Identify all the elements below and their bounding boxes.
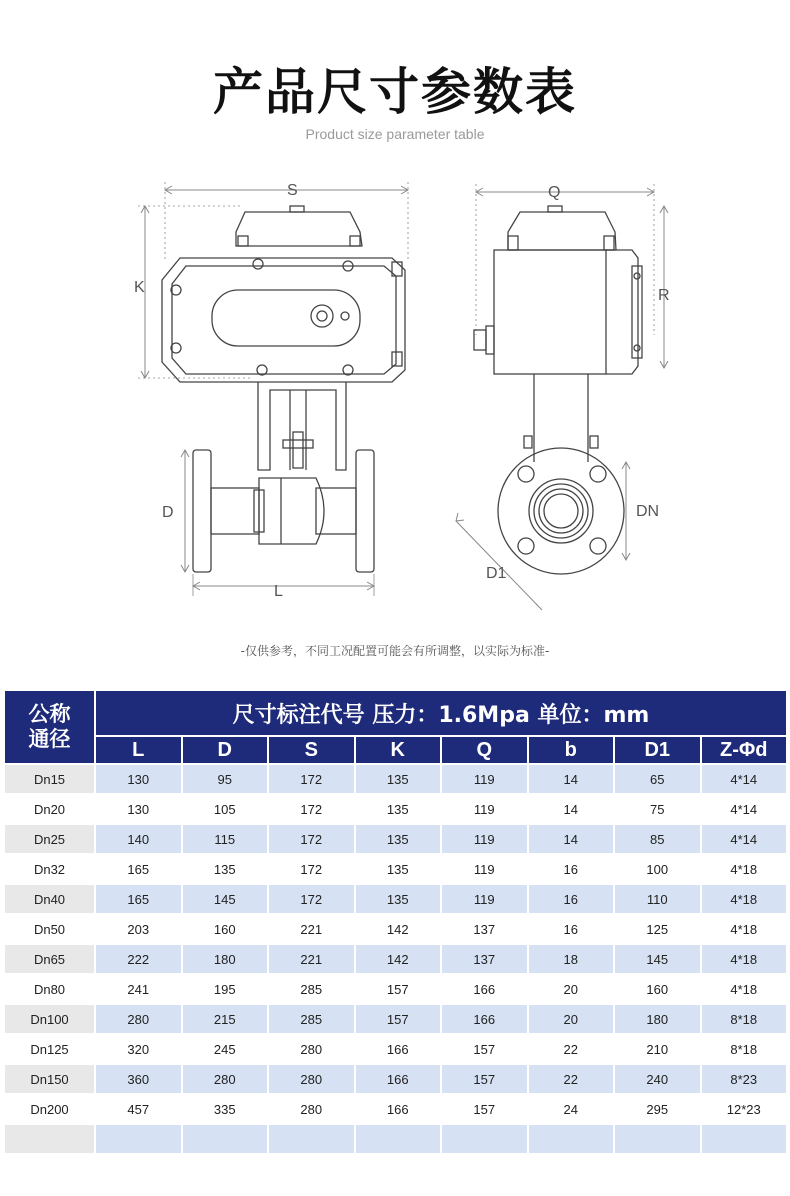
- table-cell: 245: [183, 1035, 268, 1063]
- table-cell: 135: [356, 885, 441, 913]
- table-cell: 119: [442, 765, 527, 793]
- table-cell: 4*14: [702, 825, 787, 853]
- page-subtitle: Product size parameter table: [305, 126, 485, 142]
- table-row: [5, 795, 786, 823]
- table-cell: 280: [269, 1035, 354, 1063]
- table-cell: 180: [183, 945, 268, 973]
- table-cell: 210: [615, 1035, 700, 1063]
- table-cell: 280: [269, 1095, 354, 1123]
- table-cell: 14: [529, 765, 614, 793]
- empty-cell: [615, 1125, 700, 1153]
- label-L: L: [274, 583, 283, 600]
- front-view-drawing: [134, 182, 408, 600]
- page-title: 产品尺寸参数表: [213, 63, 577, 121]
- table-cell: 22: [529, 1035, 614, 1063]
- table-cell: 160: [615, 975, 700, 1003]
- table-cell: 166: [356, 1035, 441, 1063]
- table-cell: 135: [356, 795, 441, 823]
- table-cell: 119: [442, 825, 527, 853]
- table-cell: 172: [269, 855, 354, 883]
- row-nominal-diameter: Dn20: [5, 795, 94, 823]
- corner-header: [5, 691, 94, 763]
- row-nominal-diameter: Dn100: [5, 1005, 94, 1033]
- table-cell: 221: [269, 945, 354, 973]
- table-cell: 4*18: [702, 915, 787, 943]
- row-nominal-diameter: Dn150: [5, 1065, 94, 1093]
- table-cell: 137: [442, 945, 527, 973]
- table-cell: 8*18: [702, 1035, 787, 1063]
- empty-cell: [5, 1125, 94, 1153]
- row-nominal-diameter: Dn40: [5, 885, 94, 913]
- column-header: Q: [442, 737, 527, 763]
- corner-label-line2: 通径: [28, 727, 71, 751]
- table-cell: 119: [442, 855, 527, 883]
- table-cell: 203: [96, 915, 181, 943]
- empty-cell: [183, 1125, 268, 1153]
- table-cell: 285: [269, 975, 354, 1003]
- table-cell: 4*18: [702, 855, 787, 883]
- table-cell: 222: [96, 945, 181, 973]
- table-cell: 85: [615, 825, 700, 853]
- table-cell: 240: [615, 1065, 700, 1093]
- table-cell: 16: [529, 885, 614, 913]
- table-cell: 18: [529, 945, 614, 973]
- empty-cell: [269, 1125, 354, 1153]
- table-cell: 157: [442, 1065, 527, 1093]
- table-cell: 24: [529, 1095, 614, 1123]
- table-row: [5, 1065, 786, 1093]
- table-cell: 100: [615, 855, 700, 883]
- table-cell: 172: [269, 885, 354, 913]
- column-header: Z-Φd: [702, 737, 787, 763]
- row-nominal-diameter: Dn32: [5, 855, 94, 883]
- table-cell: 22: [529, 1065, 614, 1093]
- table-row: [5, 1005, 786, 1033]
- table-cell: 119: [442, 885, 527, 913]
- table-cell: 14: [529, 795, 614, 823]
- table-cell: 4*18: [702, 945, 787, 973]
- table-cell: 157: [356, 975, 441, 1003]
- table-cell: 142: [356, 945, 441, 973]
- label-DN: DN: [636, 503, 660, 520]
- table-cell: 172: [269, 765, 354, 793]
- table-cell: 12*23: [702, 1095, 787, 1123]
- row-nominal-diameter: Dn125: [5, 1035, 94, 1063]
- table-cell: 166: [442, 975, 527, 1003]
- table-cell: 105: [183, 795, 268, 823]
- table-cell: 157: [356, 1005, 441, 1033]
- table-cell: 215: [183, 1005, 268, 1033]
- table-cell: 16: [529, 915, 614, 943]
- table-row: [5, 825, 786, 853]
- table-cell: 75: [615, 795, 700, 823]
- table-cell: 137: [442, 915, 527, 943]
- table-cell: 110: [615, 885, 700, 913]
- table-cell: 180: [615, 1005, 700, 1033]
- table-cell: 166: [356, 1095, 441, 1123]
- table-cell: 4*18: [702, 975, 787, 1003]
- table-row: [5, 975, 786, 1003]
- table-cell: 280: [183, 1065, 268, 1093]
- valve-dimension-drawing: [0, 160, 790, 620]
- label-K: K: [134, 279, 145, 296]
- table-cell: 140: [96, 825, 181, 853]
- row-nominal-diameter: Dn50: [5, 915, 94, 943]
- row-nominal-diameter: Dn200: [5, 1095, 94, 1123]
- table-cell: 320: [96, 1035, 181, 1063]
- table-cell: 65: [615, 765, 700, 793]
- table-cell: 4*18: [702, 885, 787, 913]
- table-row: [5, 765, 786, 793]
- column-header: K: [356, 737, 441, 763]
- table-row-empty: [5, 1125, 786, 1153]
- table-cell: 166: [442, 1005, 527, 1033]
- table-row: [5, 1035, 786, 1063]
- row-nominal-diameter: Dn80: [5, 975, 94, 1003]
- row-nominal-diameter: Dn15: [5, 765, 94, 793]
- label-S: S: [287, 182, 298, 199]
- table-top-header: 尺寸标注代号 压力：1.6Mpa 单位：mm: [96, 691, 786, 735]
- table-cell: 172: [269, 795, 354, 823]
- row-nominal-diameter: Dn65: [5, 945, 94, 973]
- table-cell: 145: [183, 885, 268, 913]
- table-cell: 135: [356, 765, 441, 793]
- column-header: L: [96, 737, 181, 763]
- label-Q: Q: [548, 184, 561, 201]
- table-cell: 295: [615, 1095, 700, 1123]
- table-cell: 4*14: [702, 765, 787, 793]
- table-cell: 221: [269, 915, 354, 943]
- table-cell: 95: [183, 765, 268, 793]
- table-cell: 119: [442, 795, 527, 823]
- table-cell: 130: [96, 795, 181, 823]
- table-cell: 135: [356, 825, 441, 853]
- table-cell: 8*23: [702, 1065, 787, 1093]
- table-cell: 157: [442, 1035, 527, 1063]
- table-cell: 20: [529, 1005, 614, 1033]
- column-header: D1: [615, 737, 700, 763]
- table-row: [5, 855, 786, 883]
- table-cell: 285: [269, 1005, 354, 1033]
- reference-note: -仅供参考，不同工况配置可能会有所调整，以实际为标准-: [240, 644, 550, 658]
- table-cell: 160: [183, 915, 268, 943]
- table-row: [5, 885, 786, 913]
- table-row: [5, 915, 786, 943]
- table-cell: 157: [442, 1095, 527, 1123]
- table-cell: 457: [96, 1095, 181, 1123]
- table-cell: 280: [96, 1005, 181, 1033]
- table-cell: 172: [269, 825, 354, 853]
- row-nominal-diameter: Dn25: [5, 825, 94, 853]
- table-cell: 115: [183, 825, 268, 853]
- table-cell: 360: [96, 1065, 181, 1093]
- table-cell: 14: [529, 825, 614, 853]
- table-cell: 165: [96, 885, 181, 913]
- empty-cell: [529, 1125, 614, 1153]
- table-cell: 135: [356, 855, 441, 883]
- table-cell: 145: [615, 945, 700, 973]
- table-cell: 130: [96, 765, 181, 793]
- corner-label-line1: 公称: [28, 702, 71, 726]
- table-cell: 335: [183, 1095, 268, 1123]
- label-D1: D1: [486, 565, 507, 582]
- empty-cell: [702, 1125, 787, 1153]
- empty-cell: [356, 1125, 441, 1153]
- table-row: [5, 945, 786, 973]
- table-cell: 165: [96, 855, 181, 883]
- table-cell: 16: [529, 855, 614, 883]
- column-header: b: [529, 737, 614, 763]
- spec-table: [3, 689, 788, 1155]
- table-cell: 125: [615, 915, 700, 943]
- empty-cell: [442, 1125, 527, 1153]
- label-R: R: [658, 287, 670, 304]
- table-cell: 4*14: [702, 795, 787, 823]
- table-cell: 280: [269, 1065, 354, 1093]
- table-row: [5, 1095, 786, 1123]
- table-cell: 166: [356, 1065, 441, 1093]
- table-cell: 20: [529, 975, 614, 1003]
- label-D: D: [162, 504, 174, 521]
- table-cell: 241: [96, 975, 181, 1003]
- table-cell: 195: [183, 975, 268, 1003]
- column-header: S: [269, 737, 354, 763]
- empty-cell: [96, 1125, 181, 1153]
- table-cell: 8*18: [702, 1005, 787, 1033]
- table-cell: 142: [356, 915, 441, 943]
- column-header: D: [183, 737, 268, 763]
- table-cell: 135: [183, 855, 268, 883]
- side-view-drawing: [456, 184, 670, 610]
